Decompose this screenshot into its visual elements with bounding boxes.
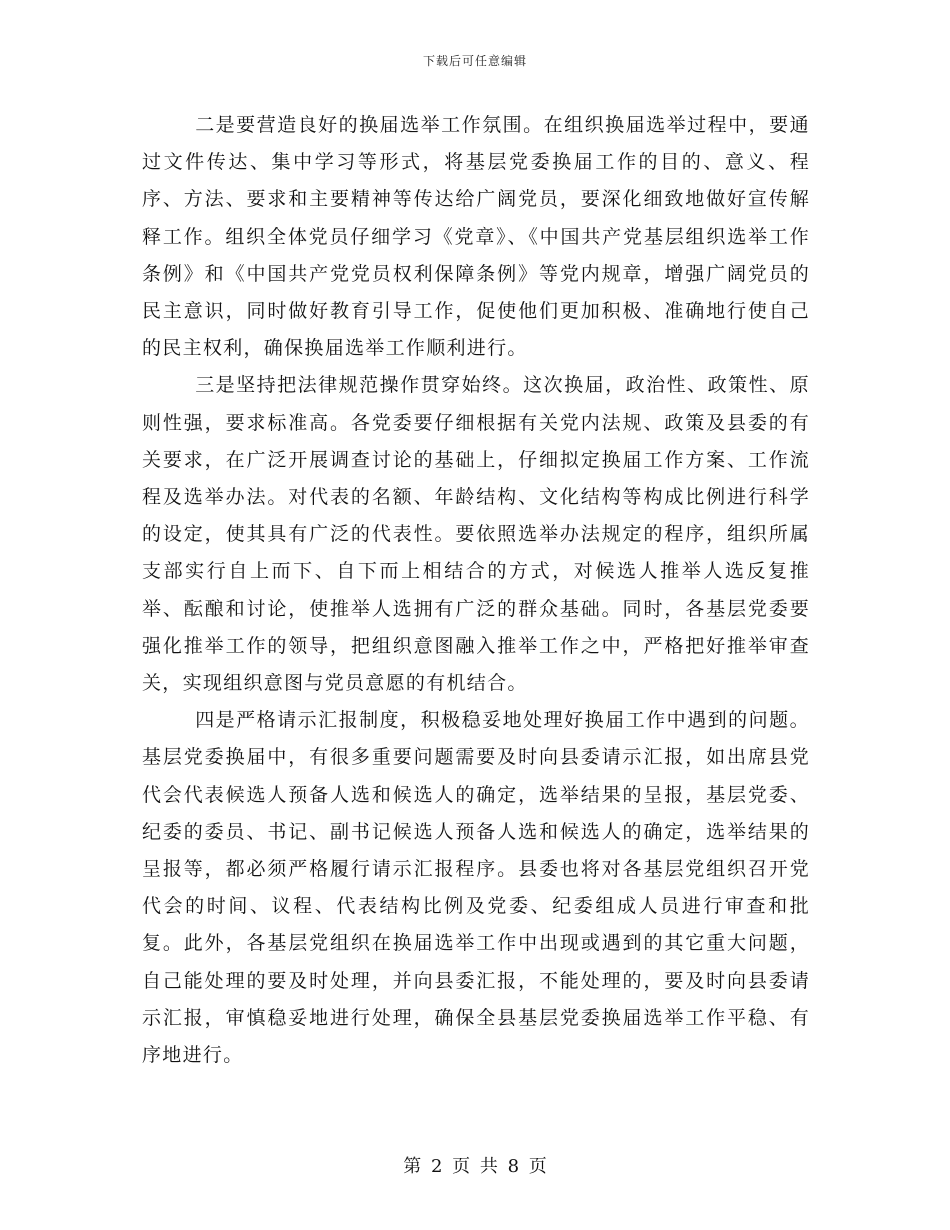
document-body <box>142 107 810 1074</box>
page-prefix: 第 <box>403 1156 422 1177</box>
page-mid: 页 共 <box>452 1156 498 1177</box>
page-suffix: 页 <box>528 1156 547 1177</box>
header-note: 下载后可任意编辑 <box>422 54 527 68</box>
page-footer <box>0 1152 950 1178</box>
page-number: 2 <box>430 1156 443 1177</box>
paragraph-2: 二是要营造良好的换届选举工作氛围。在组织换届选举过程中，要通过文件传达、集中学习等形式，将基层党委换届工作的目的、意义、程序、方法、要求和主要精神等传达给广阔党员，要深化细致地做好宣传解释工作。组织全体党员仔细学习《党章》、《中国共产党基层组织选举工作条例》和《中国共产党党员权利保障条例》等党内规章，增强广阔党员的民主意识，同时做好教育引导工作，促使他们更加积极、准确地行使自己的民主权利，确保换届选举工作顺利进行。 <box>142 114 810 360</box>
paragraph-4: 四是严格请示汇报制度，积极稳妥地处理好换届工作中遇到的问题。基层党委换届中，有很多重要问题需要及时向县委请示汇报，如出席县党代会代表候选人预备人选和候选人的确定，选举结果的呈报，基层党委、纪委的委员、书记、副书记候选人预备人选和候选人的确定，选举结果的呈报等，都必须严格履行请示汇报程序。县委也将对各基层党组织召开党代会的时间、议程、代表结构比例及党委、纪委组成人员进行审查和批复。此外，各基层党组织在换届选举工作中出现或遇到的其它重大问题，自己能处理的要及时处理，并向县委汇报，不能处理的，要及时向县委请示汇报，审慎稳妥地进行处理，确保全县基层党委换届选举工作平稳、有序地进行。 <box>142 709 810 1067</box>
page-total: 8 <box>507 1156 520 1177</box>
paragraph-3: 三是坚持把法律规范操作贯穿始终。这次换届，政治性、政策性、原则性强，要求标准高。各党委要仔细根据有关党内法规、政策及县委的有关要求，在广泛开展调查讨论的基础上，仔细拟定换届工作方案、工作流程及选举办法。对代表的名额、年龄结构、文化结构等构成比例进行科学的设定，使其具有广泛的代表性。要依照选举办法规定的程序，组织所属支部实行自上而下、自下而上相结合的方式，对候选人推举人选反复推举、酝酿和讨论，使推举人选拥有广泛的群众基础。同时，各基层党委要强化推举工作的领导，把组织意图融入推举工作之中，严格把好推举审查关，实现组织意图与党员意愿的有机结合。 <box>142 374 810 695</box>
